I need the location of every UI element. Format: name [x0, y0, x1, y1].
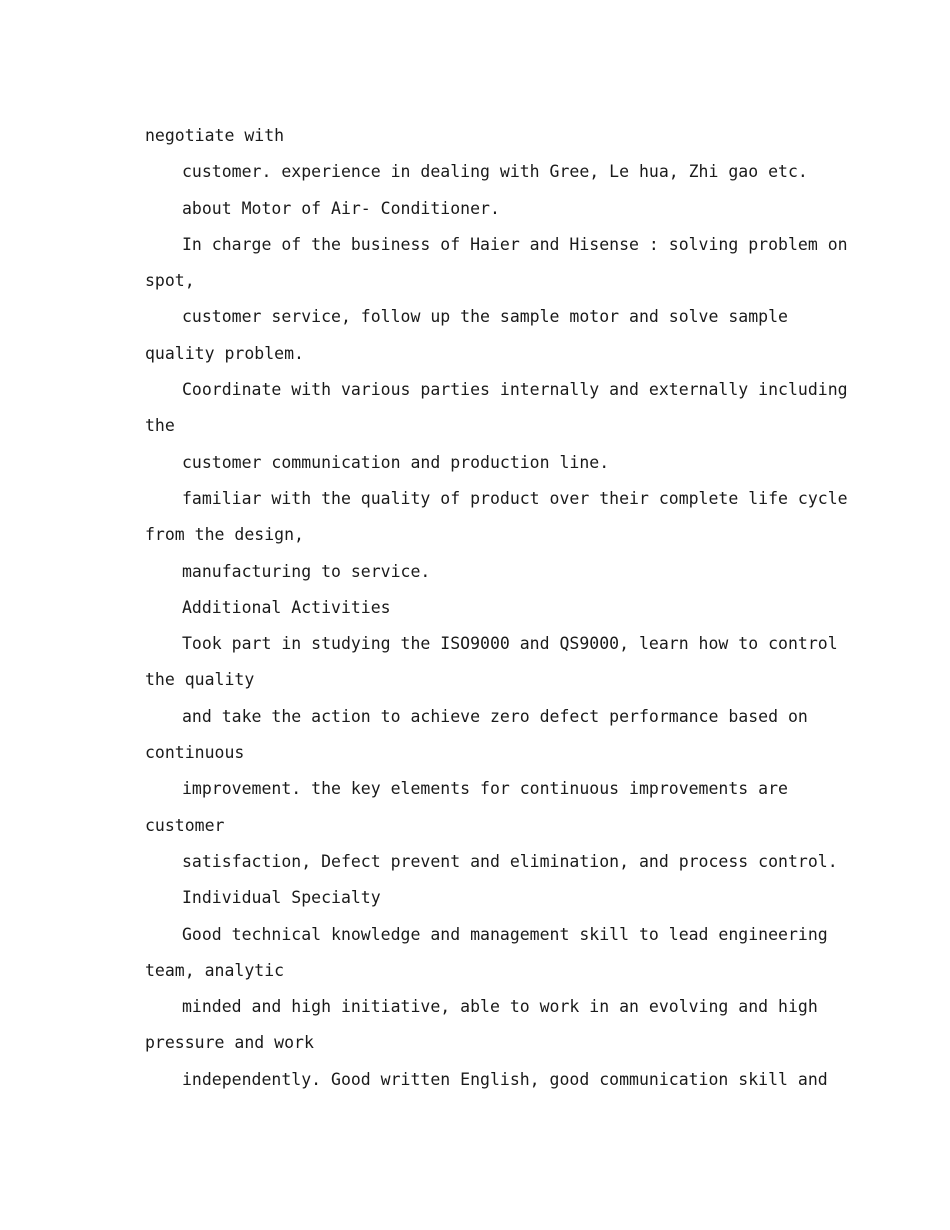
text-line: satisfaction, Defect prevent and elimination, and process control.: [182, 851, 838, 871]
text-line: continuous: [145, 743, 245, 763]
text-line: minded and high initiative, able to work in an evolving and high: [182, 997, 818, 1017]
text-line: the quality: [145, 670, 255, 690]
text-line: spot,: [145, 271, 195, 291]
text-line: customer. experience in dealing with Gree, Le hua, Zhi gao etc.: [182, 162, 808, 182]
text-line: the: [145, 416, 175, 436]
text-line: team, analytic: [145, 960, 285, 980]
text-line: pressure and work: [145, 1033, 314, 1053]
text-line: about Motor of Air- Conditioner.: [182, 198, 500, 218]
text-line: from the design,: [145, 525, 304, 545]
text-line: Individual Specialty: [182, 888, 381, 908]
text-line: customer: [145, 815, 225, 835]
text-line: negotiate with: [145, 126, 285, 145]
text-line: In charge of the business of Haier and Hisense : solving problem on: [182, 234, 848, 254]
text-line: and take the action to achieve zero defect performance based on: [182, 706, 808, 726]
text-line: customer communication and production line.: [182, 452, 610, 472]
text-line: manufacturing to service.: [182, 561, 431, 581]
text-line: familiar with the quality of product over their complete life cycle: [182, 488, 848, 508]
text-line: Coordinate with various parties internally and externally including: [182, 380, 848, 400]
text-line: quality problem.: [145, 343, 304, 363]
text-line: improvement. the key elements for continuous improvements are: [182, 779, 788, 799]
document-body: [145, 118, 848, 1098]
text-line: independently. Good written English, good communication skill and: [182, 1069, 828, 1089]
text-line: Additional Activities: [182, 597, 391, 617]
text-line: customer service, follow up the sample motor and solve sample: [182, 307, 788, 327]
text-line: Good technical knowledge and management skill to lead engineering: [182, 924, 828, 944]
text-line: Took part in studying the ISO9000 and QS9000, learn how to control: [182, 634, 838, 654]
